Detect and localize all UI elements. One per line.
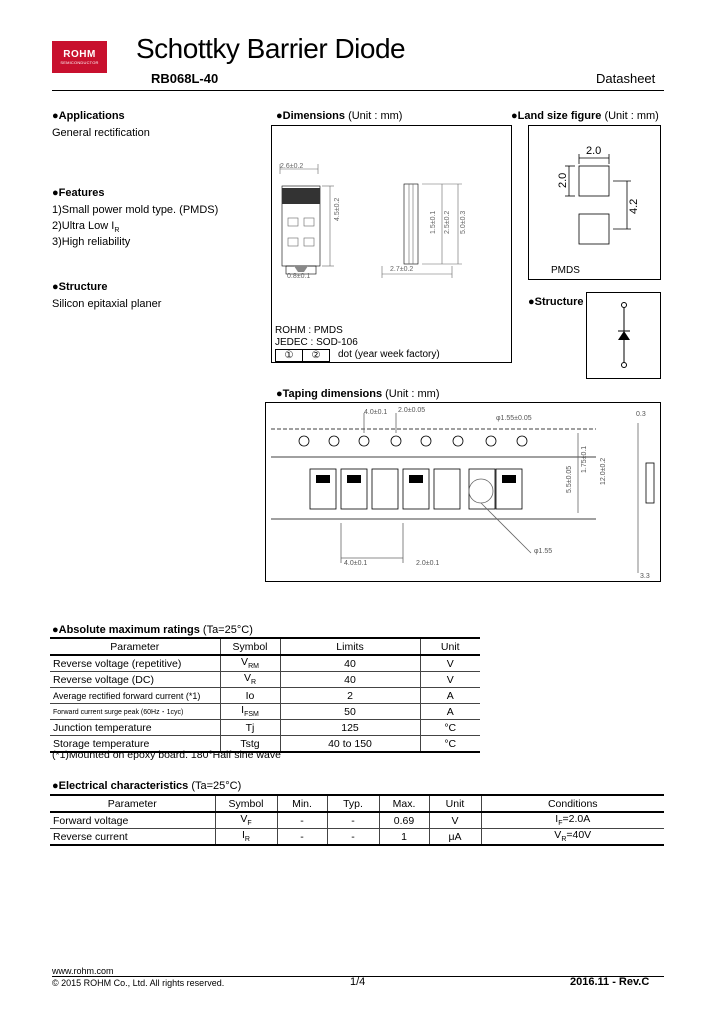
pkg-line-2: JEDEC : SOD-106 — [275, 337, 358, 348]
unit-cell: V — [420, 655, 480, 672]
col-min: Min. — [277, 795, 327, 812]
part-number: RB068L-40 — [151, 71, 219, 86]
symbol-cell: $V_R$ — [220, 672, 280, 688]
param-cell: Forward voltage — [50, 812, 215, 829]
tape-lbl-k: 3.3 — [640, 573, 650, 580]
param-cell: Reverse current — [50, 829, 215, 846]
table-row — [50, 704, 480, 720]
dim-side1-label: 4.5±0.2 — [334, 197, 341, 221]
dim-side2-label: 5.0±0.3 — [460, 210, 467, 234]
abs-max-heading: ●Absolute maximum ratings (Ta=25°C) — [52, 624, 253, 636]
param-cell: Junction temperature — [50, 720, 220, 736]
pkg-line-1: ROHM : PMDS — [275, 325, 343, 336]
unit-cell: A — [420, 688, 480, 704]
features-heading: ●Features — [52, 187, 105, 199]
dim-width-label: 2.7±0.2 — [390, 266, 414, 273]
col-parameter: Parameter — [50, 795, 215, 812]
mark-1: ① — [275, 349, 303, 362]
doc-type: Datasheet — [596, 71, 656, 86]
typ-cell: - — [327, 829, 379, 846]
table-row — [50, 720, 480, 736]
conditions-cell: $V_R=40V$ — [481, 829, 664, 846]
rohm-logo — [52, 41, 107, 73]
symbol-cell: $I_{FSM}$ — [220, 704, 280, 720]
elec-heading: ●Electrical characteristics (Ta=25°C) — [52, 780, 242, 792]
table-row — [50, 829, 664, 846]
col-typ: Typ. — [327, 795, 379, 812]
unit-cell: °C — [420, 720, 480, 736]
limits-cell: 40 — [280, 655, 420, 672]
table-row — [50, 655, 480, 672]
param-cell: Forward current surge peak (60Hz・1cyc) — [50, 704, 220, 720]
tape-lbl-j: 2.0±0.1 — [416, 560, 440, 567]
cathode-band-icon — [282, 188, 320, 204]
tape-lbl-e: 1.75±0.1 — [581, 445, 588, 473]
limits-cell: 40 — [280, 672, 420, 688]
col-conditions: Conditions — [481, 795, 664, 812]
footer-page: 1/4 — [350, 976, 366, 988]
land-pad-bottom — [579, 214, 609, 244]
col-symbol: Symbol — [215, 795, 277, 812]
feature-item-3: 3)High reliability — [52, 236, 131, 248]
symbol-cell: Tstg — [220, 736, 280, 753]
land-heading: ●Land size figure (Unit : mm) — [511, 110, 659, 122]
min-cell: - — [277, 812, 327, 829]
symbol-cell: Io — [220, 688, 280, 704]
logo-text: ROHM — [63, 49, 96, 60]
page-title: Schottky Barrier Diode — [136, 33, 406, 64]
table-row — [50, 812, 664, 829]
land-pad-top — [579, 166, 609, 196]
applications-text: General rectification — [52, 127, 150, 139]
land-gap-label: 4.2 — [628, 198, 640, 214]
taping-drawing — [266, 403, 660, 581]
tape-lbl-h: 4.0±0.1 — [344, 560, 368, 567]
dim-h1-label: 1.5±0.1 — [430, 210, 437, 234]
unit-cell: V — [420, 672, 480, 688]
max-cell: 0.69 — [379, 812, 429, 829]
structure-box — [586, 292, 661, 379]
limits-cell: 50 — [280, 704, 420, 720]
tape-lbl-a: 4.0±0.1 — [364, 409, 388, 416]
dimensions-box — [271, 125, 512, 363]
feature-item-2: 2)Ultra Low $I_R$ — [52, 220, 120, 235]
abs-max-note: (*1)Mounted on epoxy board. 180°Half sine wave — [52, 749, 281, 761]
unit-cell: V — [429, 812, 481, 829]
diode-symbol-icon — [587, 293, 660, 378]
tape-lbl-d: 0.3 — [636, 411, 646, 418]
tape-lbl-g: 12.0±0.2 — [600, 457, 607, 485]
land-box — [528, 125, 661, 280]
typ-cell: - — [327, 812, 379, 829]
unit-cell: A — [420, 704, 480, 720]
symbol-cell: $V_{RM}$ — [220, 655, 280, 672]
col-symbol: Symbol — [220, 638, 280, 655]
unit-cell: μA — [429, 829, 481, 846]
tape-lbl-b: 2.0±0.05 — [398, 407, 426, 414]
footer-date: 2016.11 - Rev.C — [570, 976, 650, 988]
col-parameter: Parameter — [50, 638, 220, 655]
symbol-cell: Tj — [220, 720, 280, 736]
col-unit: Unit — [429, 795, 481, 812]
min-cell: - — [277, 829, 327, 846]
logo-subtext: SEMICONDUCTOR — [60, 60, 99, 65]
land-pkg: PMDS — [551, 265, 580, 276]
dimensions-drawing — [272, 126, 511, 326]
dim-top-label: 2.6±0.2 — [280, 163, 304, 170]
footer-url[interactable]: www.rohm.com — [52, 966, 114, 976]
col-unit: Unit — [420, 638, 480, 655]
param-cell: Reverse voltage (repetitive) — [50, 655, 220, 672]
structure-text-heading: ●Structure — [52, 281, 108, 293]
param-cell: Reverse voltage (DC) — [50, 672, 220, 688]
land-w-label: 2.0 — [586, 145, 602, 157]
taping-heading: ●Taping dimensions (Unit : mm) — [276, 388, 440, 400]
tape-lbl-f: 5.5±0.05 — [566, 465, 573, 493]
structure-heading: ●Structure — [528, 296, 584, 308]
mark-note: dot (year week factory) — [338, 349, 440, 360]
marking-row — [275, 349, 440, 362]
dim-bottom-label: 0.8±0.1 — [287, 273, 311, 280]
unit-cell: °C — [420, 736, 480, 753]
applications-heading: ●Applications — [52, 110, 125, 122]
table-row — [50, 672, 480, 688]
limits-cell: 40 to 150 — [280, 736, 420, 753]
limits-cell: 125 — [280, 720, 420, 736]
abs-max-header-row — [50, 638, 480, 655]
elec-header-row — [50, 795, 664, 812]
tape-lbl-i: φ1.55 — [534, 548, 553, 555]
dim-h2-label: 2.5±0.2 — [444, 210, 451, 234]
land-h-label: 2.0 — [557, 172, 569, 188]
taping-box — [265, 402, 661, 582]
param-cell: Storage temperature — [50, 736, 220, 753]
conditions-cell: $I_F=2.0A$ — [481, 812, 664, 829]
elec-table — [50, 794, 664, 846]
feature-item-1: 1)Small power mold type. (PMDS) — [52, 204, 219, 216]
symbol-cell: $I_R$ — [215, 829, 277, 846]
symbol-cell: $V_F$ — [215, 812, 277, 829]
col-max: Max. — [379, 795, 429, 812]
tape-lbl-c: φ1.55±0.05 — [496, 415, 532, 422]
mark-2: ② — [303, 349, 330, 362]
structure-text: Silicon epitaxial planer — [52, 298, 162, 310]
table-row — [50, 688, 480, 704]
col-limits: Limits — [280, 638, 420, 655]
max-cell: 1 — [379, 829, 429, 846]
param-cell: Average rectified forward current (*1) — [50, 688, 220, 704]
limits-cell: 2 — [280, 688, 420, 704]
abs-max-table — [50, 637, 480, 753]
header-rule — [52, 90, 664, 91]
dimensions-heading: ●Dimensions (Unit : mm) — [276, 110, 403, 122]
footer-copyright: © 2015 ROHM Co., Ltd. All rights reserved. — [52, 978, 225, 988]
